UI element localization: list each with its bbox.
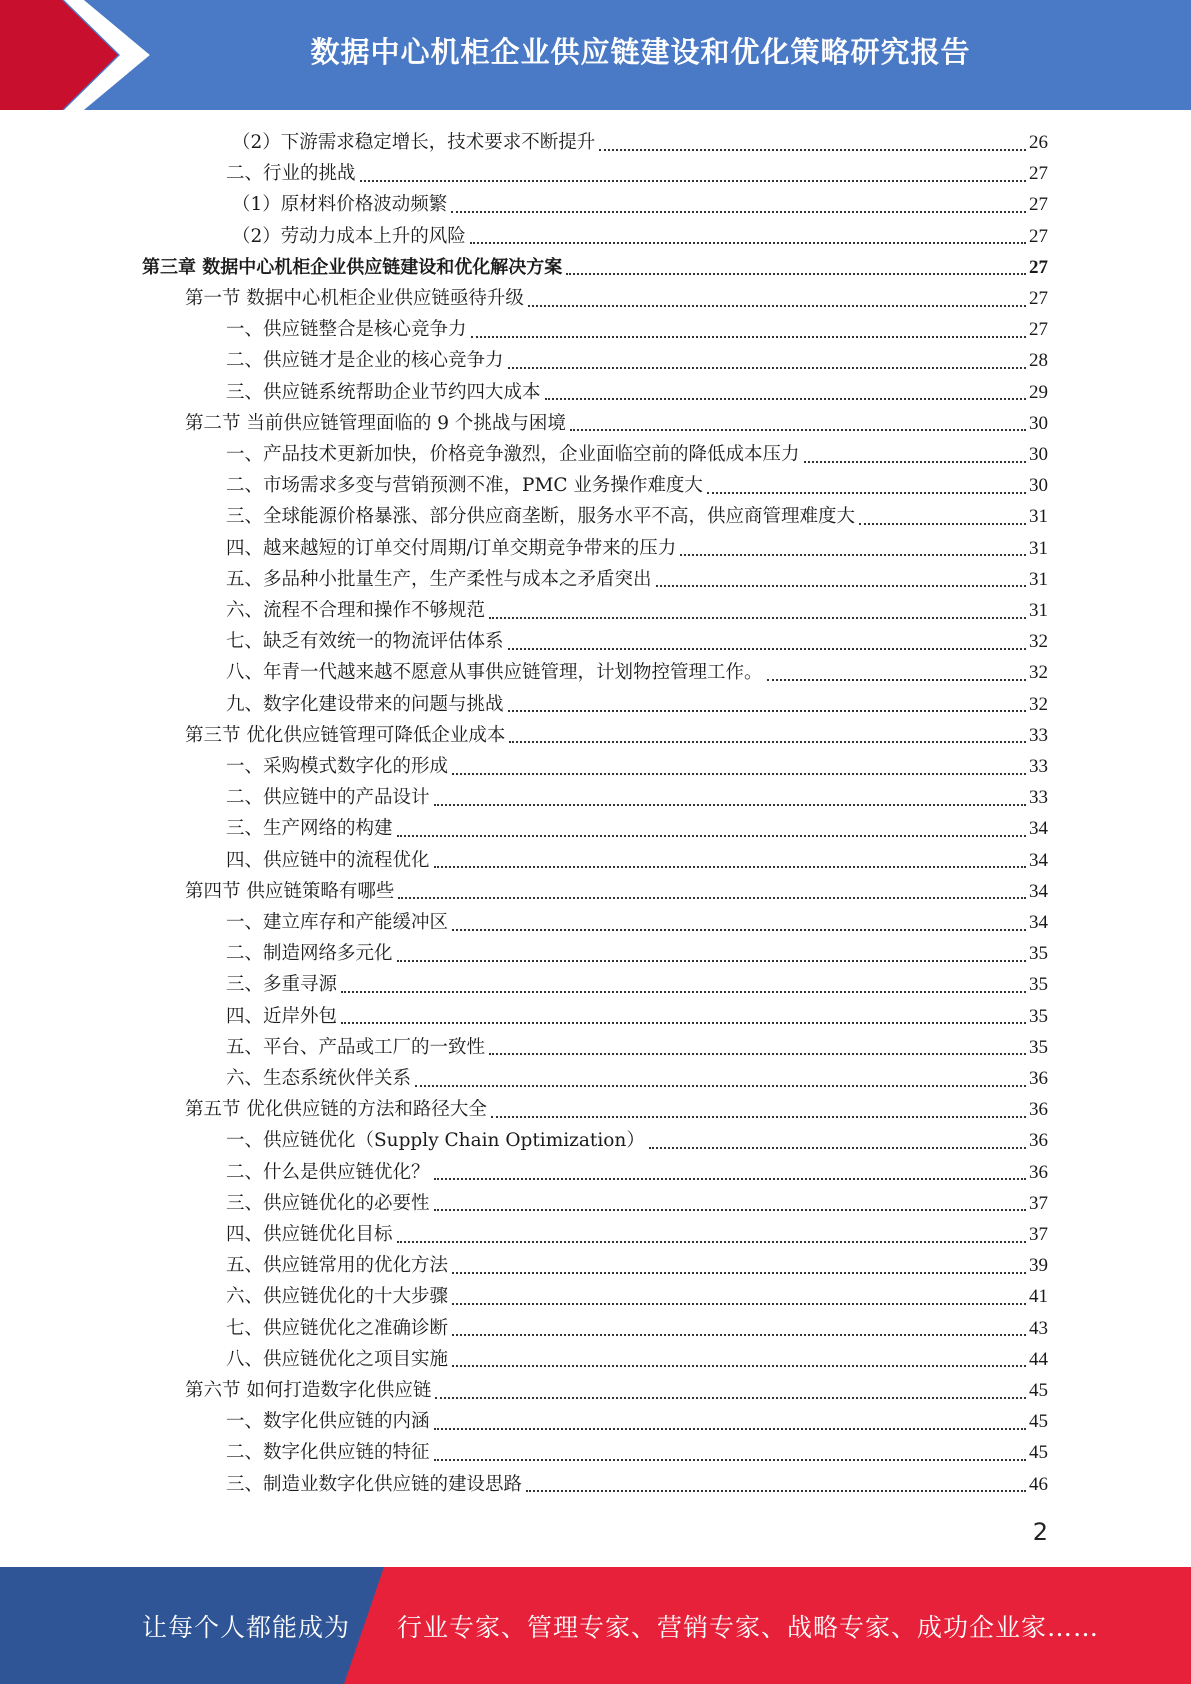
toc-entry-page: 28 — [1029, 350, 1048, 372]
toc-entry-label: 二、供应链中的产品设计 — [226, 787, 430, 809]
toc-entry-page: 27 — [1029, 256, 1048, 278]
toc-entry[interactable] — [226, 158, 1048, 189]
toc-entry-label: 一、建立库存和产能缓冲区 — [226, 912, 449, 933]
toc-entry[interactable] — [226, 657, 1048, 688]
toc-entry-label: 三、制造业数字化供应链的建设思路 — [226, 1473, 523, 1495]
toc-dot-leader — [434, 804, 1026, 806]
toc-dot-leader — [397, 960, 1026, 962]
toc-entry[interactable] — [226, 1344, 1048, 1375]
toc-entry-page: 30 — [1029, 412, 1048, 434]
toc-dot-leader — [397, 1241, 1026, 1243]
toc-entry-page: 30 — [1029, 444, 1048, 465]
toc-entry[interactable] — [226, 845, 1048, 876]
toc-dot-leader — [434, 1459, 1026, 1461]
toc-dot-leader — [434, 1178, 1026, 1180]
toc-entry[interactable] — [226, 1437, 1048, 1468]
toc-dot-leader — [545, 398, 1026, 400]
toc-entry-label: 第三节 优化供应链管理可降低企业成本 — [185, 724, 506, 746]
toc-entry[interactable] — [226, 1313, 1048, 1344]
toc-entry-page: 31 — [1029, 537, 1048, 559]
toc-entry-page: 31 — [1029, 568, 1048, 590]
toc-entry[interactable] — [226, 470, 1048, 501]
toc-entry[interactable] — [226, 1188, 1048, 1219]
toc-entry[interactable] — [226, 314, 1048, 345]
toc-dot-leader — [434, 866, 1026, 868]
toc-entry-page: 34 — [1029, 880, 1048, 902]
toc-entry[interactable] — [226, 782, 1048, 813]
toc-entry-page: 31 — [1029, 600, 1048, 621]
toc-entry-label: 二、行业的挑战 — [226, 163, 356, 185]
toc-entry[interactable] — [232, 221, 1048, 252]
toc-entry-page: 33 — [1029, 756, 1048, 777]
toc-entry[interactable] — [226, 1125, 1048, 1156]
toc-entry-label: 四、供应链优化目标 — [226, 1224, 393, 1245]
toc-entry-page: 34 — [1029, 849, 1048, 871]
toc-entry-label: 第二节 当前供应链管理面临的 9 个挑战与困境 — [185, 412, 566, 434]
toc-entry[interactable] — [226, 501, 1048, 532]
toc-entry[interactable] — [185, 876, 1048, 907]
page-footer — [0, 1567, 1191, 1684]
toc-entry-label: 五、多品种小批量生产，生产柔性与成本之矛盾突出 — [226, 568, 652, 590]
toc-dot-leader — [526, 1490, 1026, 1492]
toc-entry[interactable] — [226, 969, 1048, 1000]
toc-dot-leader — [649, 1147, 1026, 1149]
toc-entry[interactable] — [226, 1406, 1048, 1437]
toc-entry[interactable] — [142, 252, 1048, 283]
toc-dot-leader — [599, 149, 1026, 151]
toc-dot-leader — [508, 648, 1026, 650]
toc-entry-page: 44 — [1029, 1348, 1048, 1370]
toc-entry-label: 六、流程不合理和操作不够规范 — [226, 600, 486, 621]
toc-entry-page: 32 — [1029, 631, 1048, 653]
toc-entry-page: 36 — [1029, 1130, 1048, 1152]
toc-dot-leader — [398, 897, 1026, 899]
toc-entry-page: 32 — [1029, 693, 1048, 715]
toc-dot-leader — [509, 741, 1026, 743]
toc-entry[interactable] — [226, 533, 1048, 564]
toc-dot-leader — [566, 273, 1026, 275]
toc-dot-leader — [656, 585, 1026, 587]
toc-entry-page: 32 — [1029, 662, 1048, 684]
toc-entry-label: 八、年青一代越来越不愿意从事供应链管理，计划物控管理工作。 — [226, 662, 763, 684]
toc-entry-label: 六、生态系统伙伴关系 — [226, 1068, 412, 1089]
toc-dot-leader — [707, 492, 1026, 494]
toc-entry[interactable] — [226, 1281, 1048, 1312]
toc-entry-page: 43 — [1029, 1317, 1048, 1339]
toc-entry-label: 七、缺乏有效统一的物流评估体系 — [226, 631, 504, 653]
toc-entry[interactable] — [226, 1157, 1048, 1188]
toc-entry[interactable] — [226, 907, 1048, 938]
toc-entry-page: 34 — [1029, 912, 1048, 933]
toc-entry[interactable] — [226, 377, 1048, 408]
toc-dot-leader — [528, 305, 1026, 307]
toc-entry-page: 34 — [1029, 818, 1048, 840]
toc-dot-leader — [489, 617, 1026, 619]
toc-entry-page: 36 — [1029, 1099, 1048, 1121]
toc-entry-label: （1）原材料价格波动频繁 — [232, 194, 448, 216]
toc-entry[interactable] — [226, 1032, 1048, 1063]
toc-entry-page: 29 — [1029, 381, 1048, 403]
toc-dot-leader — [452, 1303, 1026, 1305]
toc-entry[interactable] — [226, 1001, 1048, 1032]
toc-entry-label: 第四节 供应链策略有哪些 — [185, 880, 395, 902]
page-header — [0, 0, 1191, 110]
toc-entry[interactable] — [185, 720, 1048, 751]
toc-entry-label: 第三章 数据中心机柜企业供应链建设和优化解决方案 — [142, 256, 563, 278]
toc-entry-page: 27 — [1029, 288, 1048, 309]
toc-entry[interactable] — [226, 1250, 1048, 1281]
report-title: 数据中心机柜企业供应链建设和优化策略研究报告 — [310, 34, 971, 69]
toc-entry-label: 三、多重寻源 — [226, 974, 338, 996]
toc-entry[interactable] — [232, 127, 1048, 158]
toc-entry[interactable] — [226, 595, 1048, 626]
toc-dot-leader — [804, 461, 1026, 463]
toc-dot-leader — [471, 336, 1026, 338]
footer-slogan-right: 行业专家、管理专家、营销专家、战略专家、成功企业家…… — [397, 1612, 1100, 1642]
toc-entry[interactable] — [226, 345, 1048, 376]
toc-dot-leader — [570, 429, 1026, 431]
toc-entry-label: 二、数字化供应链的特征 — [226, 1442, 430, 1464]
toc-dot-leader — [452, 1365, 1026, 1367]
toc-entry-label: 四、越来越短的订单交付周期/订单交期竞争带来的压力 — [226, 537, 677, 559]
toc-entry[interactable] — [226, 1219, 1048, 1250]
toc-entry[interactable] — [185, 408, 1048, 439]
toc-entry[interactable] — [226, 564, 1048, 595]
toc-entry[interactable] — [226, 439, 1048, 470]
toc-entry-page: 27 — [1029, 225, 1048, 247]
red-chevron-decoration — [0, 0, 150, 110]
toc-entry-page: 30 — [1029, 475, 1048, 497]
toc-entry-label: 二、制造网络多元化 — [226, 943, 393, 965]
toc-entry-label: 二、市场需求多变与营销预测不准，PMC 业务操作难度大 — [226, 475, 703, 497]
toc-entry-label: 六、供应链优化的十大步骤 — [226, 1286, 449, 1308]
toc-entry[interactable] — [226, 1469, 1048, 1500]
toc-entry-page: 35 — [1029, 943, 1048, 965]
toc-dot-leader — [415, 1085, 1026, 1087]
toc-entry-label: 一、供应链整合是核心竞争力 — [226, 319, 467, 341]
toc-dot-leader — [680, 554, 1026, 556]
toc-entry-label: 四、近岸外包 — [226, 1005, 338, 1027]
toc-entry-label: 三、全球能源价格暴涨、部分供应商垄断，服务水平不高，供应商管理难度大 — [226, 506, 856, 528]
toc-entry-label: 一、采购模式数字化的形成 — [226, 756, 449, 777]
toc-entry-label: 一、供应链优化（Supply Chain Optimization） — [226, 1130, 645, 1152]
toc-entry[interactable] — [226, 626, 1048, 657]
toc-dot-leader — [491, 1116, 1026, 1118]
toc-entry[interactable] — [226, 938, 1048, 969]
toc-entry-label: 一、数字化供应链的内涵 — [226, 1411, 430, 1433]
toc-entry-label: 四、供应链中的流程优化 — [226, 849, 430, 871]
toc-entry-page: 33 — [1029, 787, 1048, 809]
page-number: 2 — [1032, 1518, 1048, 1546]
toc-dot-leader — [434, 1209, 1026, 1211]
toc-dot-leader — [341, 991, 1026, 993]
toc-entry[interactable] — [226, 689, 1048, 720]
toc-entry-label: （2）劳动力成本上升的风险 — [232, 225, 466, 247]
toc-dot-leader — [508, 367, 1026, 369]
toc-dot-leader — [859, 523, 1026, 525]
toc-dot-leader — [452, 773, 1026, 775]
toc-entry-page: 36 — [1029, 1068, 1048, 1089]
toc-entry-page: 37 — [1029, 1192, 1048, 1214]
toc-entry-page: 31 — [1029, 506, 1048, 528]
toc-entry-label: 三、供应链优化的必要性 — [226, 1192, 430, 1214]
toc-entry[interactable] — [226, 813, 1048, 844]
toc-entry-page: 45 — [1029, 1380, 1048, 1401]
footer-slogan-left: 让每个人都能成为 — [142, 1612, 351, 1642]
toc-entry-label: 五、供应链常用的优化方法 — [226, 1255, 449, 1277]
toc-entry-page: 39 — [1029, 1255, 1048, 1277]
toc-entry-page: 35 — [1029, 1036, 1048, 1058]
toc-entry-page: 35 — [1029, 1005, 1048, 1027]
toc-entry-label: 八、供应链优化之项目实施 — [226, 1348, 449, 1370]
toc-entry-page: 37 — [1029, 1224, 1048, 1245]
toc-entry-page: 27 — [1029, 163, 1048, 185]
toc-dot-leader — [452, 1334, 1026, 1336]
toc-dot-leader — [508, 710, 1026, 712]
toc-entry-label: 第六节 如何打造数字化供应链 — [185, 1380, 432, 1401]
toc-dot-leader — [452, 1272, 1026, 1274]
toc-dot-leader — [470, 242, 1026, 244]
toc-dot-leader — [341, 1022, 1026, 1024]
toc-entry-label: 二、什么是供应链优化？ — [226, 1161, 430, 1183]
toc-entry-page: 45 — [1029, 1442, 1048, 1464]
toc-entry[interactable] — [226, 1063, 1048, 1094]
toc-dot-leader — [435, 1397, 1026, 1399]
toc-entry-label: 二、供应链才是企业的核心竞争力 — [226, 350, 504, 372]
toc-dot-leader — [397, 835, 1026, 837]
toc-entry-label: 七、供应链优化之准确诊断 — [226, 1317, 449, 1339]
toc-dot-leader — [434, 1428, 1026, 1430]
toc-entry[interactable] — [232, 189, 1048, 220]
toc-dot-leader — [489, 1053, 1026, 1055]
toc-entry-page: 36 — [1029, 1161, 1048, 1183]
toc-entry-label: 九、数字化建设带来的问题与挑战 — [226, 693, 504, 715]
toc-entry[interactable] — [185, 283, 1048, 314]
toc-entry-label: （2）下游需求稳定增长，技术要求不断提升 — [232, 132, 596, 153]
toc-entry-page: 26 — [1029, 132, 1048, 153]
toc-dot-leader — [451, 211, 1026, 213]
toc-entry-page: 27 — [1029, 319, 1048, 341]
toc-entry-label: 五、平台、产品或工厂的一致性 — [226, 1036, 486, 1058]
toc-entry-page: 35 — [1029, 974, 1048, 996]
toc-dot-leader — [360, 180, 1026, 182]
toc-entry-label: 一、产品技术更新加快，价格竞争激烈，企业面临空前的降低成本压力 — [226, 444, 800, 465]
toc-entry[interactable] — [226, 751, 1048, 782]
toc-entry-page: 45 — [1029, 1411, 1048, 1433]
toc-dot-leader — [767, 679, 1026, 681]
toc-entry-page: 27 — [1029, 194, 1048, 216]
toc-entry[interactable] — [185, 1375, 1048, 1406]
toc-entry-label: 三、生产网络的构建 — [226, 818, 393, 840]
toc-dot-leader — [452, 929, 1026, 931]
toc-entry-label: 三、供应链系统帮助企业节约四大成本 — [226, 381, 541, 403]
toc-entry-page: 41 — [1029, 1286, 1048, 1308]
toc-entry-page: 33 — [1029, 724, 1048, 746]
toc-entry[interactable] — [185, 1094, 1048, 1125]
toc-entry-label: 第五节 优化供应链的方法和路径大全 — [185, 1099, 487, 1121]
toc-entry-page: 46 — [1029, 1473, 1048, 1495]
toc-entry-label: 第一节 数据中心机柜企业供应链亟待升级 — [185, 288, 524, 309]
